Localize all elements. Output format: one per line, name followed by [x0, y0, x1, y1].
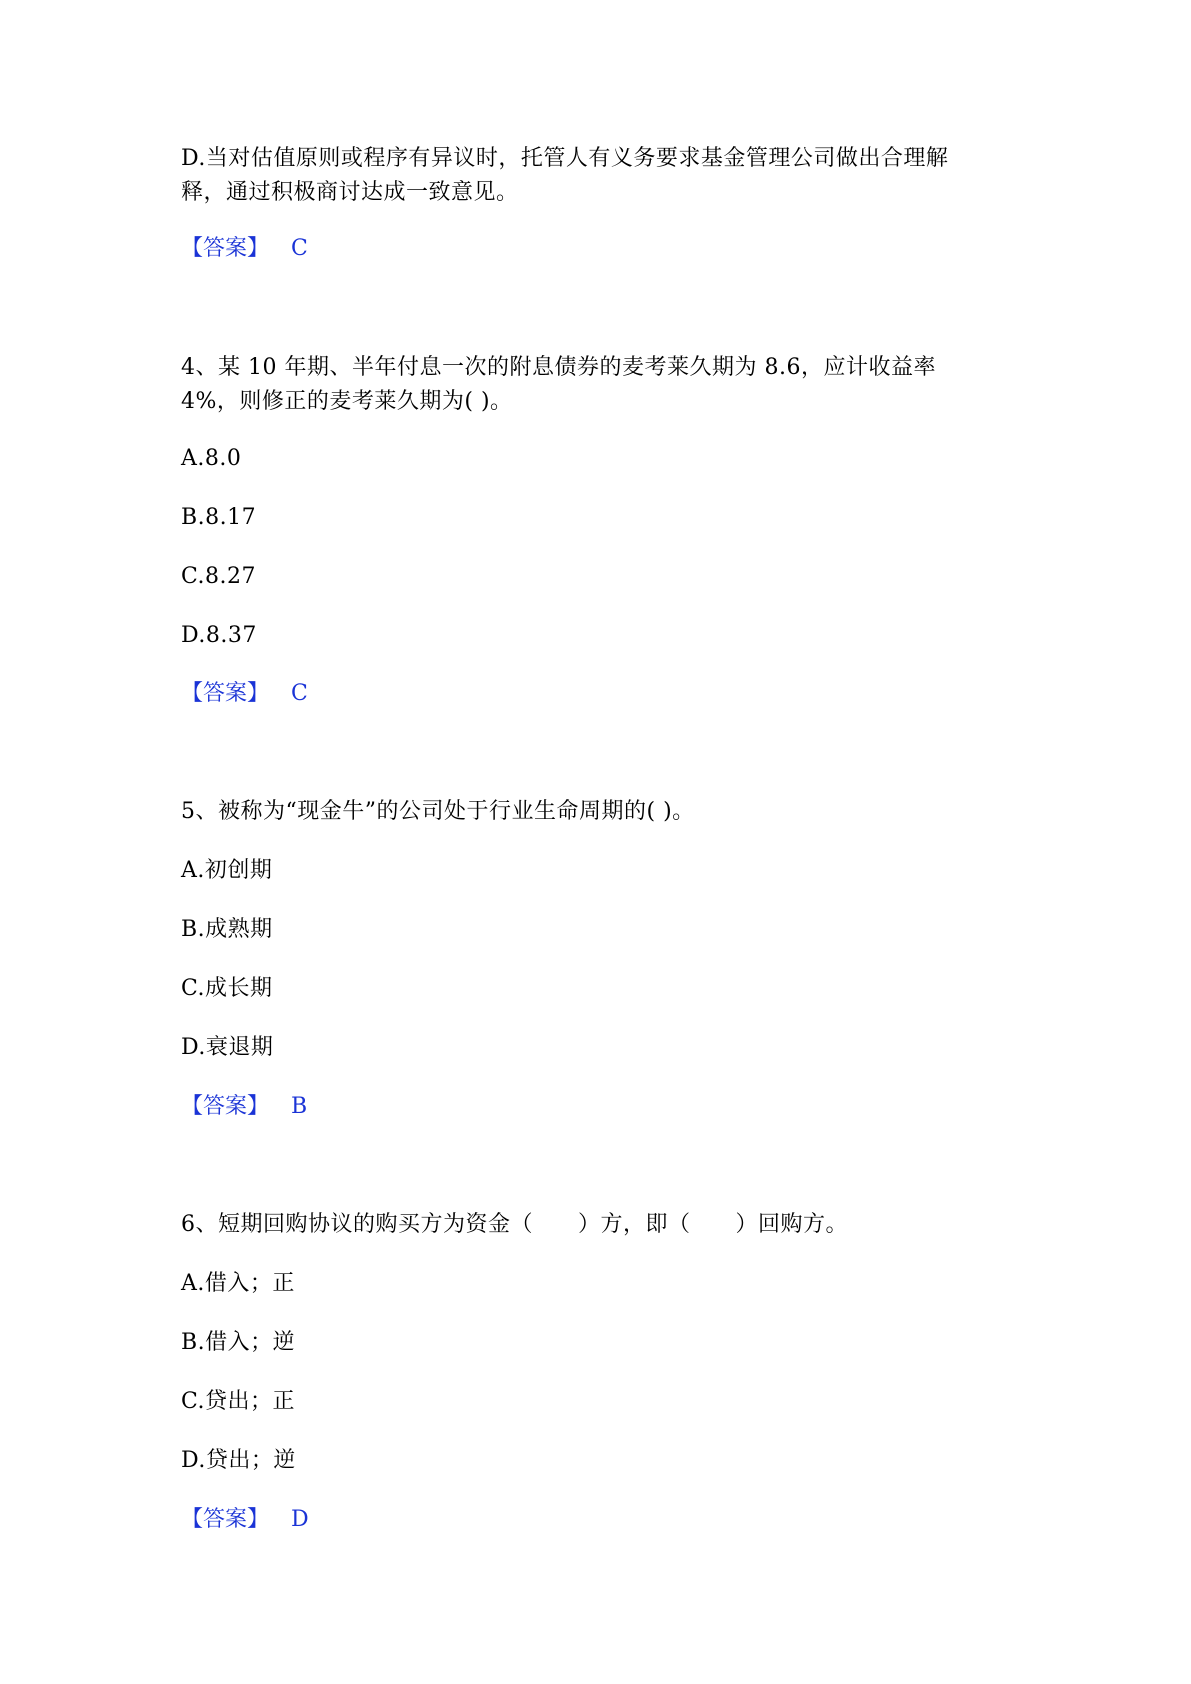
q4-option-a: A.8.0	[181, 446, 242, 471]
q5-option-c: C.成长期	[181, 976, 273, 1001]
q4-answer	[181, 677, 308, 711]
q5-answer-value: B	[291, 1094, 308, 1119]
q6-answer-label: 【答案】	[181, 1507, 270, 1532]
q4-option-b: B.8.17	[181, 505, 257, 530]
q6-answer-value: D	[291, 1507, 309, 1532]
q4-option-d: D.8.37	[181, 623, 257, 648]
q6-answer	[181, 1503, 309, 1537]
q3-answer-value: C	[291, 236, 308, 261]
q5-question: 5、被称为“现金牛”的公司处于行业生命周期的( )。	[181, 799, 695, 824]
q4-answer-value: C	[291, 681, 308, 706]
q6-option-a: A.借入；正	[181, 1271, 295, 1296]
q6-option-d: D.贷出；逆	[181, 1448, 296, 1473]
q6-option-b: B.借入；逆	[181, 1330, 296, 1355]
q5-answer	[181, 1090, 307, 1124]
q3-option-d-line2: 释，通过积极商讨达成一致意见。	[181, 180, 519, 205]
q5-option-d: D.衰退期	[181, 1035, 274, 1060]
q6-option-c: C.贷出；正	[181, 1389, 296, 1414]
q4-option-c: C.8.27	[181, 564, 257, 589]
q5-option-b: B.成熟期	[181, 917, 273, 942]
q5-option-a: A.初创期	[181, 858, 273, 883]
q4-answer-label: 【答案】	[181, 681, 270, 706]
q5-answer-label: 【答案】	[181, 1094, 270, 1119]
q3-answer	[181, 232, 308, 266]
q3-option-d-line1: D.当对估值原则或程序有异议时，托管人有义务要求基金管理公司做出合理解	[181, 146, 949, 171]
q3-answer-label: 【答案】	[181, 236, 270, 261]
q4-question-line1: 4、某 10 年期、半年付息一次的附息债券的麦考莱久期为 8.6，应计收益率	[181, 355, 936, 380]
q6-question: 6、短期回购协议的购买方为资金（ ）方，即（ ）回购方。	[181, 1212, 848, 1237]
q4-question-line2: 4%，则修正的麦考莱久期为( )。	[181, 389, 513, 414]
